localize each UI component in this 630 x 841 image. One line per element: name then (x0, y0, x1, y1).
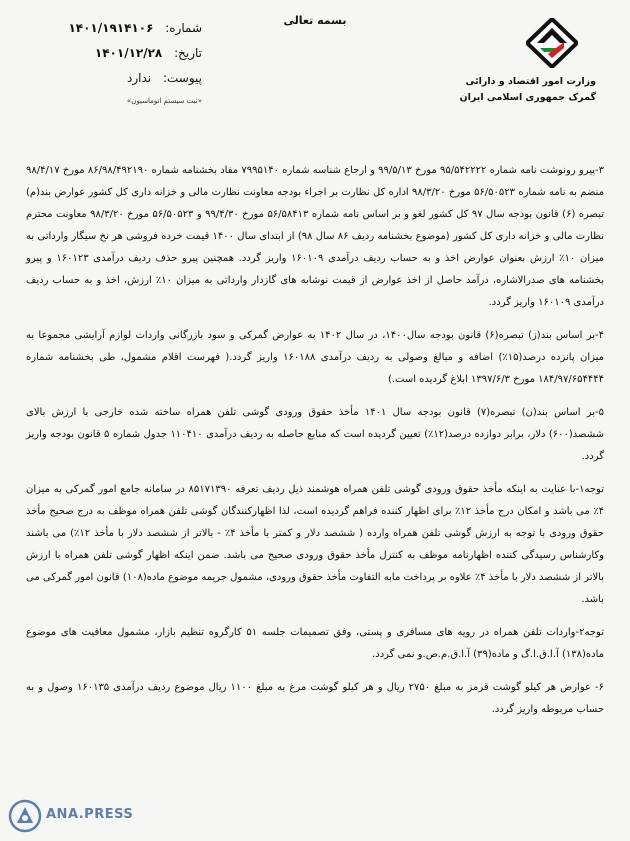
note-1: توجه۱-با عنایت به اینکه مأخذ حقوق ورودی گوشی تلفن همراه هوشمند ذیل ردیف تعرفه ۸۵۱۷۱۳۹۰ در سامانه جامع امور گمرکی به میزان ۴٪ می باشد و امکان درج مأخذ ۱۲٪ برای اظهار کننده فراهم گردیده است، لذا اظهارکنندگان گوشی تلفن همراه موظف به درج صحیح مأخذ حقوق ورودی با توجه به ارزش گوشی تلفن همراه وارده ( ششصد دلار و کمتر با مأخذ ۴٪ - بالاتر از ششصد دلار با مأخذ ۱۲٪) می باشند وکارشناس رسیدگی کننده اظهارنامه موظف به کنترل مأخذ حقوق ورودی صحیح می باشد. ضمن اینکه اظهار گوشی تلفن همراه با ارزش بالاتر از ششصد دلار با مأخذ ۴٪ علاوه بر پرداخت مابه التفاوت مأخذ حقوق ورودی، مشمول جریمه موضوع ماده(۱۰۸) قانون امور گمرکی می باشد. (26, 484, 605, 605)
bismillah-heading: بسمه تعالی (283, 14, 347, 27)
letter-meta (22, 16, 202, 105)
ana-press-logo-icon (8, 799, 42, 833)
number-value: ۱۴۰۱/۱۹۱۴۱۰۶ (68, 21, 154, 35)
letter-number (22, 16, 202, 41)
attachment-label: پیوست: (162, 71, 202, 85)
date-label: تاریخ: (174, 46, 202, 60)
note-2: توجه۲-واردات تلفن همراه در رویه های مسافری و پستی، وفق تصمیمات جلسه ۵۱ کارگروه تنظیم بازار، مشمول معافیت های موضوع ماده(۱۳۸) آ.ا.ق.ا.گ و ماده(۳۹) آ.ا.ق.م.ص.و نمی گردد. (26, 627, 604, 660)
ministry-block (460, 74, 596, 106)
date-value: ۱۴۰۱/۱۲/۲۸ (94, 46, 163, 60)
customs-logo-icon (526, 18, 578, 68)
letter-date (22, 41, 202, 66)
system-note: «ثبت سیستم اتوماسیون» (126, 97, 202, 105)
attachment-value: ندارد (127, 71, 152, 85)
paragraph-6: ۶- عوارض هر کیلو گوشت قرمز به مبلغ ۲۷۵۰ ریال و هر کیلو گوشت مرغ به مبلغ ۱۱۰۰ ریال موضوع ردیف درآمدی ۱۶۰۱۳۵ وصول و به حساب مربوطه واریز گردد. (26, 682, 605, 715)
letter-body (26, 160, 604, 732)
number-label: شماره: (165, 21, 202, 35)
watermark (8, 799, 148, 833)
paragraph-4: ۴-بر اساس بند(ز) تبصره(۶) قانون بودجه سال۱۴۰۰، در سال ۱۴۰۲ به عوارض گمرکی و سود بازرگانی واردات لوازم آرایشی مجموعا به میزان پانزده درصد(۱۵٪) اضافه و مبالغ وصولی به ردیف درآمدی ۱۶۰۱۸۸ واریز گردد.( فهرست اقلام مشمول، طی بخشنامه شماره ۱۸۴/۹۷/۶۵۴۴۴۴ مورخ ۱۳۹۷/۶/۳ ابلاغ گردیده است.) (26, 330, 605, 385)
letter-attachment (22, 66, 202, 91)
ministry-line-2: گمرک جمهوری اسلامی ایران (459, 92, 596, 103)
watermark-text: ANA.PRESS (46, 807, 134, 822)
paragraph-5: ۵-بر اساس بند(ن) تبصره(۷) قانون بودجه سال ۱۴۰۱ مأخذ حقوق ورودی گوشی تلفن همراه ساخته شده خارجی با ارزش بالای ششصد(۶۰۰) دلار، برابر دوازده درصد(۱۲٪) تعیین گردیده است که منابع حاصله به ردیف درآمدی ۱۱۰۴۱۰ جدول شماره ۵ قانون بودجه واریز گردد. (26, 407, 605, 462)
paragraph-3: ۳-پیرو رونوشت نامه شماره ۹۵/۵۴۲۲۲۲ مورخ ۹۹/۵/۱۳ و ارجاع شناسه شماره ۷۹۹۵۱۴۰ مفاد بخشنامه شماره ۸۶/۹۸/۴۹۲۱۹۰ مورخ ۹۸/۴/۱۷ منضم به نامه شماره ۵۶/۵۰۵۲۳ مورخ ۹۸/۳/۲۰ اداره کل نظارت بر اجراء بودجه معاونت نظارت مالی و خزانه داری کل کشور عوارض بند(م) تبصره (۶) قانون بودجه سال ۹۷ کل کشور لغو و بر اساس نامه شماره ۵۶/۵۸۴۱۳ مورخ ۹۹/۴/۳۰ و ۵۶/۵۰۵۲۳ مورخ ۹۸/۳/۲۰ معاونت محترم نظارت مالی و خزانه داری کل کشور (موضوع بخشنامه ردیف ۸۶ سال ۹۸) از ابتدای سال ۱۴۰۰ قیمت خرده فروشی هر نخ سیگار وارداتی به میزان ۱۰٪ ارزش بعنوان عوارض اخذ و به حساب ردیف درآمدی ۱۶۰۱۰۹ واریز گردد. همچنین پیرو حذف ردیف درآمدی ۱۶۰۱۲۳ و پیرو بخشنامه های صدرالاشاره، درآمد حاصل از اخذ عوارض از قیمت نوشابه های گازدار وارداتی به میزان ۱۰٪ ارزش، اخذ و به حساب ردیف درآمدی ۱۶۰۱۰۹ واریز گردد. (26, 165, 605, 308)
ministry-line-1: وزارت امور اقتصاد و دارائی (465, 76, 596, 87)
